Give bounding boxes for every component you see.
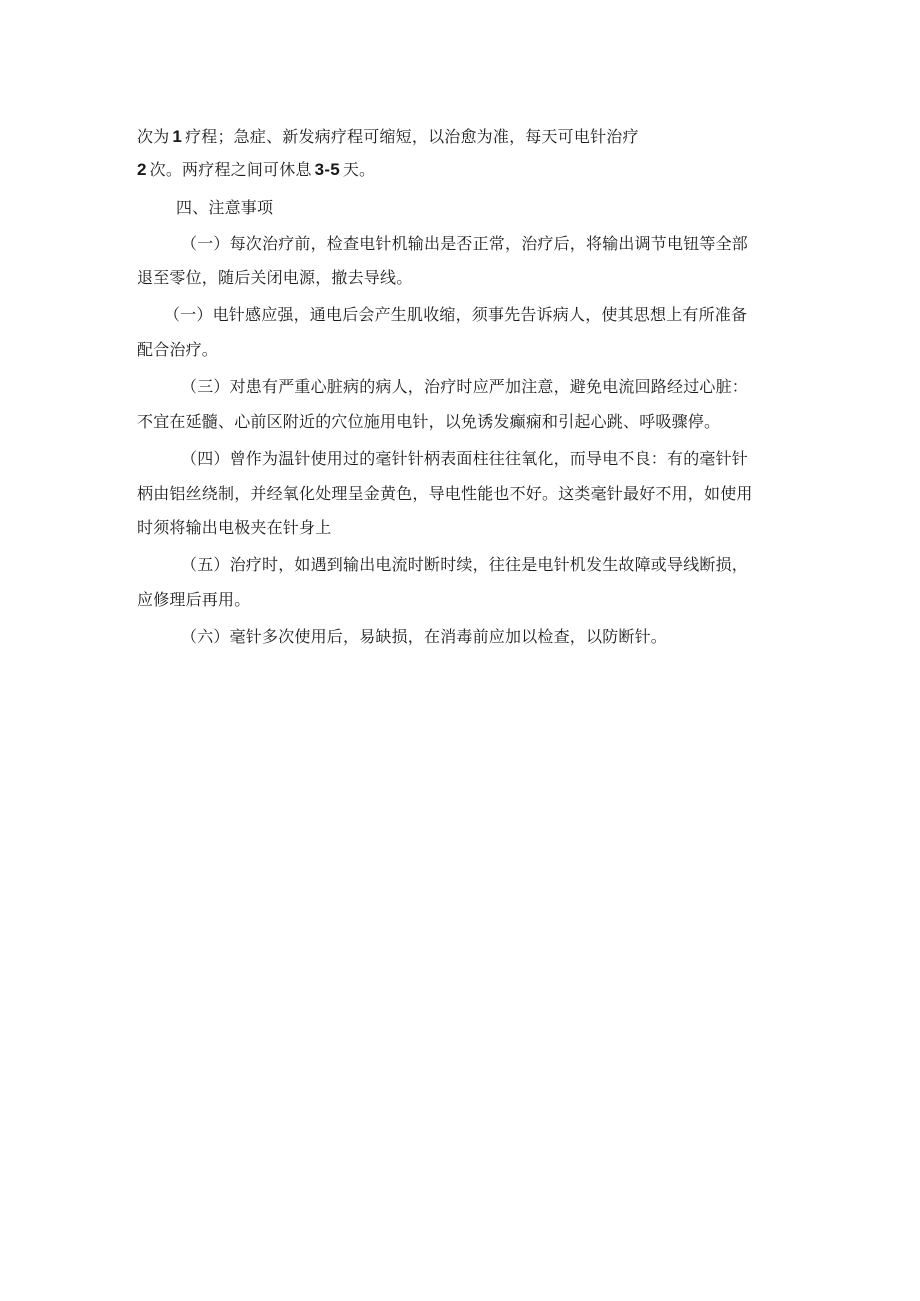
paragraph-line: （六）毫针多次使用后，易缺损，在消毒前应加以检查，以防断针。 [181,627,668,646]
paragraph-line: （四）曾作为温针使用过的毫针针柄表面柱往往氧化，而导电不良：有的毫针针 [181,449,749,468]
paragraph-line: （三）对患有严重心脏病的病人，治疗时应严加注意，避免电流回路经过心脏： [181,377,749,396]
paragraph-line: 退至零位，随后关闭电源，撤去导线。 [137,268,413,287]
intro-number: 2 [137,160,147,179]
intro-text: 疗程；急症、新发病疗程可缩短，以治愈为准，每天可电针治疗 [185,127,639,146]
intro-line-1 [137,127,639,147]
intro-number: 1 [172,127,183,146]
paragraph-line: 时须将输出电极夹在针身上 [137,518,332,537]
intro-text: 次为 [137,127,170,146]
intro-line-2 [137,160,375,180]
section-heading: 四、注意事项 [176,198,274,217]
paragraph-line: 应修理后再用。 [137,590,251,609]
paragraph-line: 柄由铝丝绕制，并经氧化处理呈金黄色，导电性能也不好。这类毫针最好不用，如使用 [137,484,753,503]
paragraph-line: （五）治疗时，如遇到输出电流时断时续，往往是电针机发生故障或导线断损， [181,555,749,574]
intro-text: 次。两疗程之间可休息 [149,160,312,179]
paragraph-line: （一）电针感应强，通电后会产生肌收缩，须事先告诉病人，使其思想上有所准备 [164,305,748,324]
paragraph-line: 不宜在延髓、心前区附近的穴位施用电针，以免诱发癫痫和引起心跳、呼吸骤停。 [137,412,721,431]
intro-number: 3-5 [314,160,340,179]
paragraph-line: （一）每次治疗前，检查电针机输出是否正常，治疗后，将输出调节电钮等全部 [181,234,749,253]
intro-text: 天。 [342,160,376,179]
paragraph-line: 配合治疗。 [137,340,219,359]
